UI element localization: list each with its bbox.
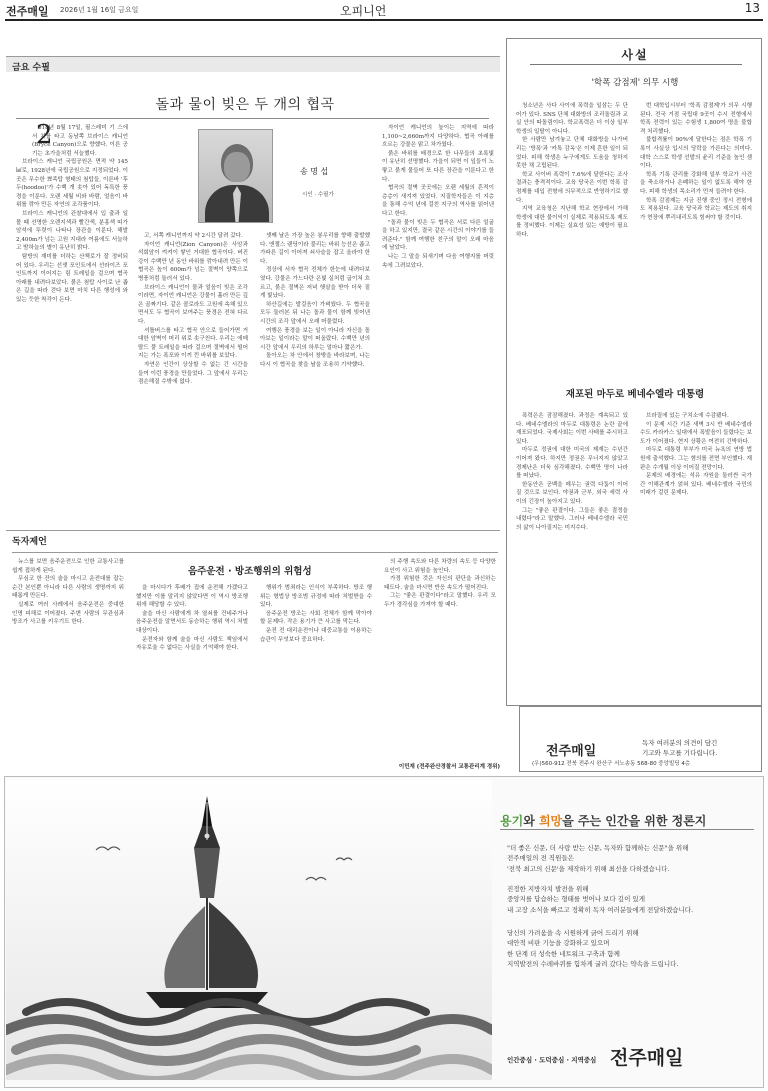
essay-paragraph: 자이언 캐니언(Zion Canyon)은 사암과 석회암이 켜켜이 쌓인 거대한 협곡이다. 버진강이 수백만 년 동안 바위를 깎아내려 만든 이 협곡은 높이 600m가 넘는 절벽이 양쪽으로 병풍처럼 둘러서 있다. bbox=[138, 241, 248, 282]
essay-paragraph: 고, 서쪽 캐니언까지 약 2시간 달려 갔다. bbox=[144, 233, 243, 239]
editorial-paragraph: 한동안은 공백을 메우는 권력 다툼이 이어질 것으로 보인다. 야권과 군부, 외국 세력 사이의 긴장이 높아지고 있다. bbox=[516, 481, 628, 505]
essay-paragraph: 여행은 풍경을 보는 일이 아니라 자신을 돌아보는 일이라는 말이 떠올랐다. 수백만 년의 시간 앞에서 우리의 하루는 얼마나 짧은가. bbox=[260, 327, 370, 351]
ad-line: "더 좋은 신문, 더 사랑 받는 신문, 독자와 함께하는 신문"을 위해 bbox=[507, 844, 689, 852]
editorial-paragraph: 학폭 감점제는 지금 진행 중인 정시 전형에도 적용된다. 교육 당국과 학교는 제도의 취지가 현장에 뿌리내리도록 힘써야 할 것이다. bbox=[640, 197, 752, 221]
essay-paragraph: 협곡의 절벽 곳곳에는 오랜 세월의 흔적이 층층이 새겨져 있었다. 지질학자들은 이 지층을 통해 수억 년에 걸친 지구의 역사를 읽어낸다고 한다. bbox=[382, 185, 494, 217]
editorial-2-column-2 bbox=[640, 412, 752, 700]
editorial-paragraph: 그는 "좋은 판결이다. 그들은 좋은 결정을 내렸다"라고 말했다. 그러나 베네수엘라 국민의 삶이 나아질지는 미지수다. bbox=[516, 507, 628, 531]
essay-column-2 bbox=[138, 232, 248, 544]
page-number: 13 bbox=[744, 1, 760, 15]
author-name: 송 명 섭 bbox=[300, 167, 329, 176]
essay-paragraph: 브라이스 캐니언이 물과 얼음이 빚은 조각이라면, 자이언 캐니언은 강물이 흘러 만든 깊은 골짜기다. 같은 콜로라도 고원에 속해 있으면서도 두 협곡이 보여주는 풍경은 전혀 다르다. bbox=[138, 284, 248, 325]
column-paragraph: 실제로 여러 사례에서 음주운전은 중대한 인명 피해로 이어졌다. 주변 사람의 무관심과 방조가 사고를 키우기도 한다. bbox=[12, 601, 124, 626]
submission-line-2: 기고와 투고를 기다립니다. bbox=[642, 749, 718, 757]
ad-headline-courage: 용기 bbox=[500, 814, 524, 828]
essay-paragraph: 나는 그 말을 되새기며 다음 여행지를 머릿속에 그려보았다. bbox=[382, 253, 494, 269]
column-paragraph: 뉴스를 보면 음주운전으로 인한 교통사고를 쉽게 접하게 된다. bbox=[12, 559, 124, 574]
submission-line-1: 독자 여러분의 의견이 담긴 bbox=[642, 739, 718, 747]
editorial-paragraph: 마두로 정권에 대한 미국의 제재는 수년간 이어져 왔다. 하지만 정권은 무너지지 않았고 경제난은 더욱 심각해졌다. 수백만 명이 나라를 떠났다. bbox=[516, 447, 628, 480]
ad-line: 진정한 지방자치 발전을 위해 bbox=[507, 885, 589, 893]
editorial-headline-2: 재포된 마두로 베네수엘라 대통령 bbox=[565, 389, 705, 400]
column-paragraph: 행위가 범죄라는 인식이 부족하다. 방조 행위는 형법상 방조범 규정에 따라 처벌받을 수 있다. bbox=[260, 585, 372, 609]
ad-footer-tagline: 인간중심 · 도덕중심 · 지역중심 bbox=[507, 1056, 597, 1064]
editorial-paragraph: 폭력은은 잠잠해졌다. 과정은 계속되고 있다. 베네수엘라의 마두로 대통령은 논란 끝에 재포되었다. 국제사회는 이번 사태를 주시하고 있다. bbox=[516, 413, 628, 445]
ad-headline-rest: 을 주는 인간을 위한 정론지 bbox=[562, 814, 707, 828]
column-col-4 bbox=[384, 558, 496, 718]
ad-paragraph-2 bbox=[507, 884, 761, 915]
column-paragraph: 무심코 한 잔의 술을 마시고 운전대를 잡는 순간 본인뿐 아니라 다른 사람의 생명까지 위태롭게 만든다. bbox=[12, 576, 124, 600]
editorial-paragraph: 학폭 기록 관리를 강화해 일부 학교가 사건을 축소하거나 은폐하는 일이 없도록 해야 한다. 피해 학생의 목소리가 먼저 들려야 한다. bbox=[640, 171, 752, 195]
essay-paragraph: 자이언 캐니언의 높이는 지역에 따라 1,100~2,660m까지 다양하다. 협곡 아래를 흐르는 강물은 맑고 차가웠다. bbox=[382, 125, 494, 149]
ad-line: 지역발전의 수레바퀴를 힘차게 굴려 갔다는 약속을 드립니다. bbox=[507, 959, 679, 968]
essay-paragraph: 탐방의 재미를 더하는 산책로가 잘 정비되어 있다. 우리는 선셋 포인트에서 선라이즈 포인트까지 이어지는 림 트레일을 걸으며 협곡 아래를 내려다보았다. 붉은 첨탑 사이로 난 좁은 길을 따라 걷다 보면 마치 다른 행성에 와 있는 듯한 착각이 든다. bbox=[16, 253, 128, 303]
essay-paragraph: 하산길에는 발걸음이 가벼웠다. 두 협곡을 모두 둘러본 뒤 나는 돌과 물이 함께 빚어낸 시간의 조각 앞에서 오래 머물렀다. bbox=[260, 301, 370, 325]
essay-paragraph: 브라이스 캐니언 국립공원은 면적 약 145㎢로, 1928년에 국립공원으로 지정되었다. 이곳은 무수한 뾰족탑 형태의 첨탑들, 이른바 '후두(hoodoo)'가 수백 개 솟아 있어 독특한 풍경을 이룬다. 오랜 세월 비와 바람, 얼음이 바위를 깎아 만든 자연의 조각품이다. bbox=[16, 159, 128, 209]
editorial-paragraph: 번 대학입시부터 '학폭 감점제'가 의무 시행된다. 전국 거점 국립대 9곳이 수시 전형에서 학폭 전력이 있는 수험생 1,800여 명을 불합격 처리했다. bbox=[640, 103, 752, 135]
essay-column-4 bbox=[382, 124, 494, 544]
ad-headline-hope: 희망 bbox=[538, 814, 563, 828]
drop-cap: 2 bbox=[36, 120, 53, 150]
column-col-2 bbox=[136, 584, 248, 734]
author-face bbox=[224, 152, 250, 182]
editorial-paragraph: 지역 교육청은 지난해 학교 현장에서 가해 학생에 대한 불이익이 실제로 적용되도록 제도를 정비했다. 이제는 실효성 있는 예방이 필요하다. bbox=[516, 206, 628, 238]
editorial-1-column-2 bbox=[640, 102, 752, 362]
column-col-3 bbox=[260, 584, 372, 734]
essay-paragraph: 셔틀버스를 타고 협곡 안으로 들어가면 거대한 암벽이 머리 위로 솟구친다. 우리는 에메랄드 풀 트레일을 따라 걸으며 절벽에서 떨어지는 가는 폭포와 이끼 낀 바위를 보았다. bbox=[138, 327, 248, 360]
essay-paragraph: 돌아오는 차 안에서 창밖을 바라보며, 나는 다시 이 협곡을 찾을 날을 조용히 기약했다. bbox=[260, 353, 370, 368]
header-rule bbox=[5, 19, 763, 21]
editorial-paragraph: 학교 사이버 폭력이 7.6%에 달한다는 조사 결과는 충격적이다. 교육 당국은 이번 학폭 감점제를 대입 전형에 의무적으로 반영하기로 했다. bbox=[516, 171, 628, 204]
editorial-paragraph: 청소년은 사다 사이에 폭력을 일삼는 두 단어가 있다. SNS 단체 대화방의 조리돌림과 교실 안의 따돌림이다. 학교폭력은 더 이상 일부 학생의 일탈이 아니다. bbox=[516, 103, 628, 135]
ad-line: 한 단계 더 성숙한 네트워크 구축과 함께 bbox=[507, 949, 620, 958]
ad-headline-joiner: 와 bbox=[523, 814, 539, 828]
essay-column-1 bbox=[16, 120, 128, 544]
ad-line: 내 고장 소식을 빠르고 정확히 독자 여러분들에게 전달하겠습니다. bbox=[507, 905, 694, 914]
editorial-label: 사설 bbox=[621, 48, 649, 62]
submission-address: (우)560-912 전북 전주시 완산구 서노송동 568-80 중앙빌딩 4층 bbox=[532, 761, 691, 767]
section-title: 오피니언 bbox=[340, 4, 387, 18]
column-paragraph: 을 마시다가 후배가 집에 운전해 가겠다고 했지만 이를 말리지 않았다면 이 역시 방조행위에 해당할 수 있다. bbox=[136, 585, 248, 609]
ad-illustration bbox=[6, 780, 492, 1080]
ad-footer-logo: 전주매일 bbox=[610, 1047, 684, 1069]
essay-column-3 bbox=[260, 232, 370, 544]
ad-paragraph-1 bbox=[507, 843, 761, 874]
submission-logo: 전주매일 bbox=[546, 744, 597, 759]
essay-title-rule bbox=[16, 118, 489, 119]
essay-paragraph: "돌과 물이 빚은 두 협곡은 서로 다른 얼굴을 하고 있지만, 결국 같은 시간의 이야기를 들려준다." 함께 여행한 친구의 말이 오래 마음에 남았다. bbox=[382, 219, 494, 252]
column-paragraph: 의 주행 속도와 다른 차량의 속도 등 다양한 요인이 사고 위험을 높인다. bbox=[384, 559, 496, 574]
essay-paragraph: 정상에 서자 협곡 전체가 한눈에 내려다보였다. 강물은 가느다란 은빛 실처럼 굽이쳐 흐르고, 붉은 절벽은 저녁 햇살을 받아 더욱 짙게 빛났다. bbox=[260, 267, 370, 300]
author-photo bbox=[198, 129, 273, 223]
ad-headline bbox=[500, 812, 706, 829]
column-paragraph: 운전자와 함께 술을 마신 사람도 책임에서 자유로울 수 없다는 사실을 기억해야 한다. bbox=[136, 636, 248, 652]
ad-headline-rule bbox=[500, 829, 754, 830]
masthead: 전주매일 bbox=[6, 5, 49, 18]
column-paragraph: 운전 전 대리운전이나 대중교통을 이용하는 습관이 무엇보다 중요하다. bbox=[260, 627, 372, 643]
essay-title: 돌과 물이 빚은 두 개의 협곡 bbox=[155, 97, 335, 113]
editorial-rule bbox=[530, 64, 742, 65]
essay-paragraph: 브라이스 캐니언의 관찰대에서 입 출과 일몰 때 선명한 오렌지색과 빨간색, 분홍색 띠가 암석에 뚜렷이 나타나 장관을 이룬다. 해발 2,400m가 넘는 고원 지대라 여름에도 서늘하고 밤하늘의 별이 유난히 밝다. bbox=[16, 210, 128, 252]
editorial-paragraph: 이 문제 시간 기준 새벽 3시 반 베네수엘라 수도 카라카스 일대에서 폭발음이 들렸다는 보도가 이어졌다. 현지 상황은 여전히 긴박하다. bbox=[640, 421, 752, 445]
essay-paragraph: 셋째 날은 가장 높은 봉우리를 향해 출발했다. 앤젤스 랜딩이라 불리는 바위 능선은 좁고 가파른 길이 이어져 쇠사슬을 잡고 올라야 한다. bbox=[260, 233, 370, 265]
column-rule bbox=[12, 552, 498, 553]
editorial-paragraph: 한 사람만 남겨놓고 단체 대화방을 나가버리는 '방폭'과 '카톡 감옥'은 이제 흔한 일이 되었다. 피해 학생은 누구에게도 도움을 청하지 못한 채 고립된다. bbox=[516, 137, 628, 170]
ad-line: 중앙지를 답습하는 형태를 벗어나 보다 깊이 있게 bbox=[507, 895, 645, 904]
essay-paragraph: 붉은 바위를 배경으로 한 나무들의 초록빛이 유난히 선명했다. 가을이 되면 이 잎들이 노랗고 붉게 물들어 또 다른 장관을 이룬다고 한다. bbox=[382, 150, 494, 183]
column-byline: 이민재 (전주완산경찰서 교통관리계 경위) bbox=[398, 764, 500, 770]
column-paragraph: 그는 "좋은 판결이다"라고 말했다. 우리 모두가 경각심을 가져야 할 때다. bbox=[384, 593, 496, 608]
issue-date: 2026년 1월 16일 금요일 bbox=[60, 6, 139, 14]
editorial-headline-1: '학폭 감점제' 의무 시행 bbox=[591, 78, 679, 88]
essay-paragraph: 자연은 인간이 상상할 수 없는 긴 시간을 들여 이런 풍경을 만들었다. 그 앞에서 우리는 겸손해질 수밖에 없다. bbox=[138, 361, 248, 386]
editorial-paragraph: 불합격률이 90%에 달한다는 점은 학폭 기록이 사실상 입시의 당락을 가른다는 의미다. 대학 스스로 학생 선발의 윤리 기준을 높인 셈이다. bbox=[640, 137, 752, 170]
ad-line: '전북 최고의 신문'을 제작하기 위해 최선을 다하겠습니다. bbox=[507, 864, 670, 873]
submission-text bbox=[642, 738, 717, 758]
ad-line: 당신의 가려움을 속 시원하게 긁어 드리기 위해 bbox=[507, 929, 639, 937]
column-paragraph: 음주운전 방조는 사회 전체가 함께 막아야 할 문제다. 작은 용기가 큰 사고를 막는다. bbox=[260, 610, 372, 626]
editorial-paragraph: 마두로 대통령 부부가 미국 뉴욕의 연방 법원에 출석했다. 그는 혐의를 전면 부인했다. 재판은 수개월 이상 이어질 전망이다. bbox=[640, 447, 752, 471]
column-section-label: 독자제언 bbox=[6, 530, 500, 546]
column-col-1 bbox=[12, 558, 124, 738]
column-paragraph: 술을 마신 사람에게 차 열쇠를 건네주거나 음주운전을 알면서도 동승하는 행위 역시 처벌 대상이다. bbox=[136, 610, 248, 634]
essay-paragraph: 018년 8월 17일, 필스레미 기 스에서 차를 타고 동남쪽 브라이스 캐니언(Bryce Canyon)으로 향했다. 이른 공기는 초가을처럼 서늘했다. bbox=[32, 125, 128, 157]
editorial-2-column-1 bbox=[516, 412, 628, 700]
author-role: 시인 · 수필가 bbox=[302, 192, 334, 198]
editorial-1-column-1 bbox=[516, 102, 628, 362]
column-title: 음주운전 · 방조행위의 위험성 bbox=[188, 566, 312, 577]
ad-line: 대안적 비판 기능을 강화하고 있으며 bbox=[507, 939, 610, 948]
editorial-paragraph: 문제의 배경에는 석유 자원을 둘러싼 국가 간 이해관계가 얽혀 있다. 베네수엘라 국민의 미래가 걸린 문제다. bbox=[640, 473, 752, 497]
column-paragraph: 가정 위험한 것은 자신의 판단을 과신하는 태도다. 술을 마시면 반응 속도가 떨어진다. bbox=[384, 576, 496, 591]
ad-line: 전주매일의 전 직원들은 bbox=[507, 854, 574, 863]
editorial-paragraph: 브라질에 있는 구치소에 수감됐다. bbox=[646, 413, 729, 419]
ad-paragraph-3 bbox=[507, 928, 761, 969]
essay-section-label: 금요 수필 bbox=[6, 56, 500, 72]
